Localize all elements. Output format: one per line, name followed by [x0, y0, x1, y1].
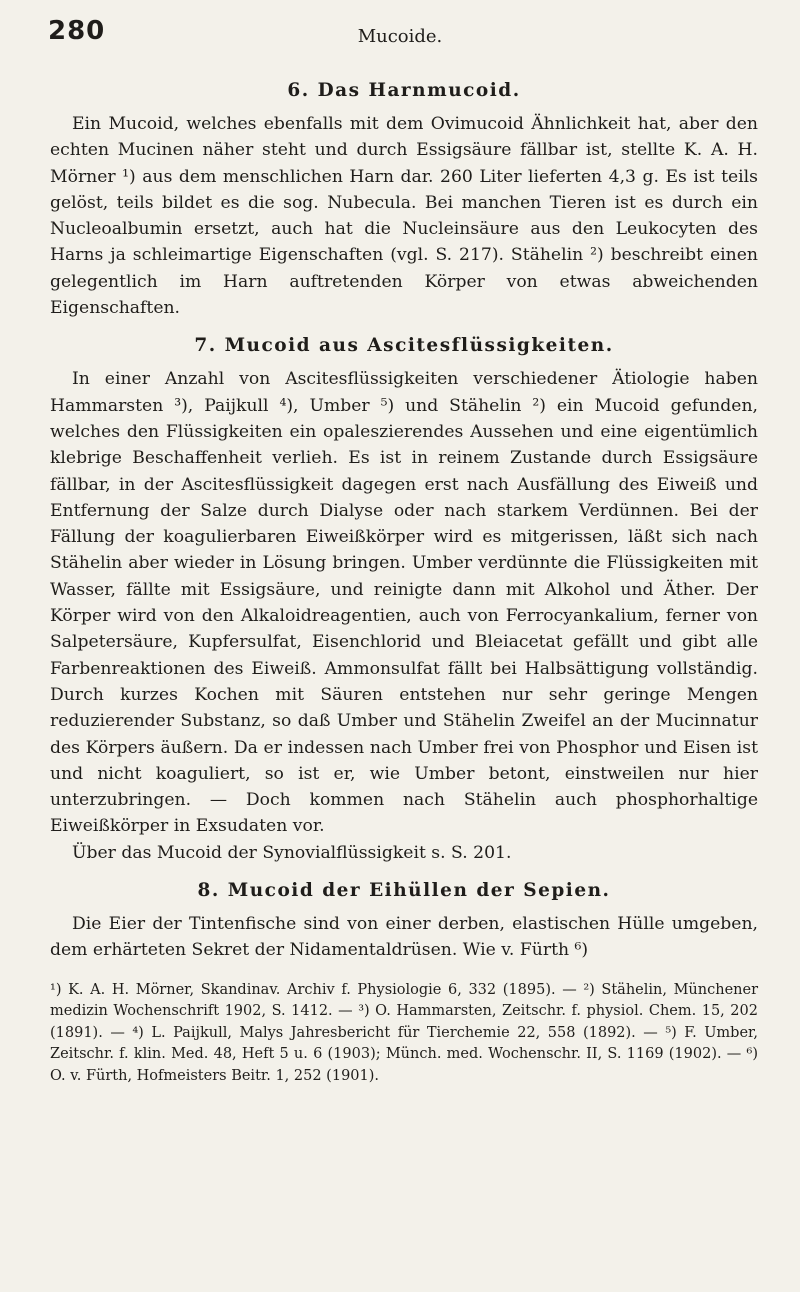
running-head: Mucoide.	[357, 26, 443, 47]
section-title-ascites: 7. Mucoid aus Ascitesflüssigkeiten.	[194, 335, 614, 357]
paragraph: Die Eier der Tintenfische sind von einer derben, elastischen Hülle umgeben, dem erhärteten Sekret der Nidamentaldrüsen. Wie v. Fürth ⁶)	[50, 914, 758, 961]
page-number: 280	[48, 16, 106, 46]
footnotes	[50, 980, 758, 1088]
paragraph: In einer Anzahl von Ascitesflüssigkeiten verschiedener Ätiologie haben Hammarsten ³), Paijkull ⁴), Umber ⁵) und Stähelin ²) ein Mucoid gefunden, welches den Flüssigkeiten ein opaleszierendes Aussehen und eine eigentümlich klebrige Beschaffenheit verlieh. Es ist in reinem Zustande durch Essigsäure fällbar, in der Ascitesflüssigkeit dagegen erst nach Ausfällung des Eiweiß und Entfernung der Salze durch Dialyse oder nach starkem Verdünnen. Bei der Fällung der koagulierbaren Eiweißkörper wird es mitgerissen, läßt sich nach Stähelin aber wieder in Lösung bringen. Umber verdünnte die Flüssigkeiten mit Wasser, fällte mit Essigsäure, und reinigte dann mit Alkohol und Äther. Der Körper wird von den Alkaloidreagentien, auch von Ferrocyankalium, ferner von Salpetersäure, Kupfersulfat, Eisenchlorid und Bleiacetat gefällt und gibt alle Farbenreaktionen des Eiweiß. Ammonsulfat fällt bei Halbsättigung vollständig. Durch kurzes Kochen mit Säuren entstehen nur sehr geringe Mengen reduzierender Substanz, so daß Umber und Stähelin Zweifel an der Mucinnatur des Körpers äußern. Da er indessen nach Umber frei von Phosphor und Eisen ist und nicht koaguliert, so ist er, wie Umber betont, einstweilen nur hier unterzubringen. — Doch kommen nach Stähelin auch phosphorhaltige Eiweißkörper in Exsudaten vor.	[50, 369, 758, 837]
section-title-harnmucoid: 6. Das Harnmucoid.	[287, 80, 521, 101]
page-header	[48, 16, 752, 56]
paragraph: Ein Mucoid, welches ebenfalls mit dem Ovimucoid Ähnlichkeit hat, aber den echten Mucinen näher steht und durch Essigsäure fällbar ist, stellte K. A. H. Mörner ¹) aus dem menschlichen Harn dar. 260 Liter lieferten 4,3 g. Es ist teils gelöst, teils bildet es die sog. Nubecula. Bei manchen Tieren ist es durch ein Nucleoalbumin ersetzt, auch hat die Nucleinsäure aus den Leukocyten des Harns ja schleimartige Eigenschaften (vgl. S. 217). Stähelin ²) beschreibt einen gelegentlich im Harn auftretenden Körper von etwas abweichenden Eigenschaften.	[50, 114, 758, 319]
footnote-block: ¹) K. A. H. Mörner, Skandinav. Archiv f. Physiologie 6, 332 (1895). — ²) Stähelin, Münchener medizin Wochenschrift 1902, S. 1412. — ³) O. Hammarsten, Zeitschr. f. physiol. Chem. 15, 202 (1891). — ⁴) L. Paijkull, Malys Jahresbericht für Tierchemie 22, 558 (1892). — ⁵) F. Umber, Zeitschr. f. klin. Med. 48, Heft 5 u. 6 (1903); Münch. med. Wochenschr. II, S. 1169 (1902). — ⁶) O. v. Fürth, Hofmeisters Beitr. 1, 252 (1901).	[50, 981, 758, 1084]
section-title-sepien: 8. Mucoid der Eihüllen der Sepien.	[197, 880, 611, 902]
paragraph: Über das Mucoid der Synovialflüssigkeit s. S. 201.	[72, 842, 512, 863]
page-body	[50, 70, 758, 1087]
